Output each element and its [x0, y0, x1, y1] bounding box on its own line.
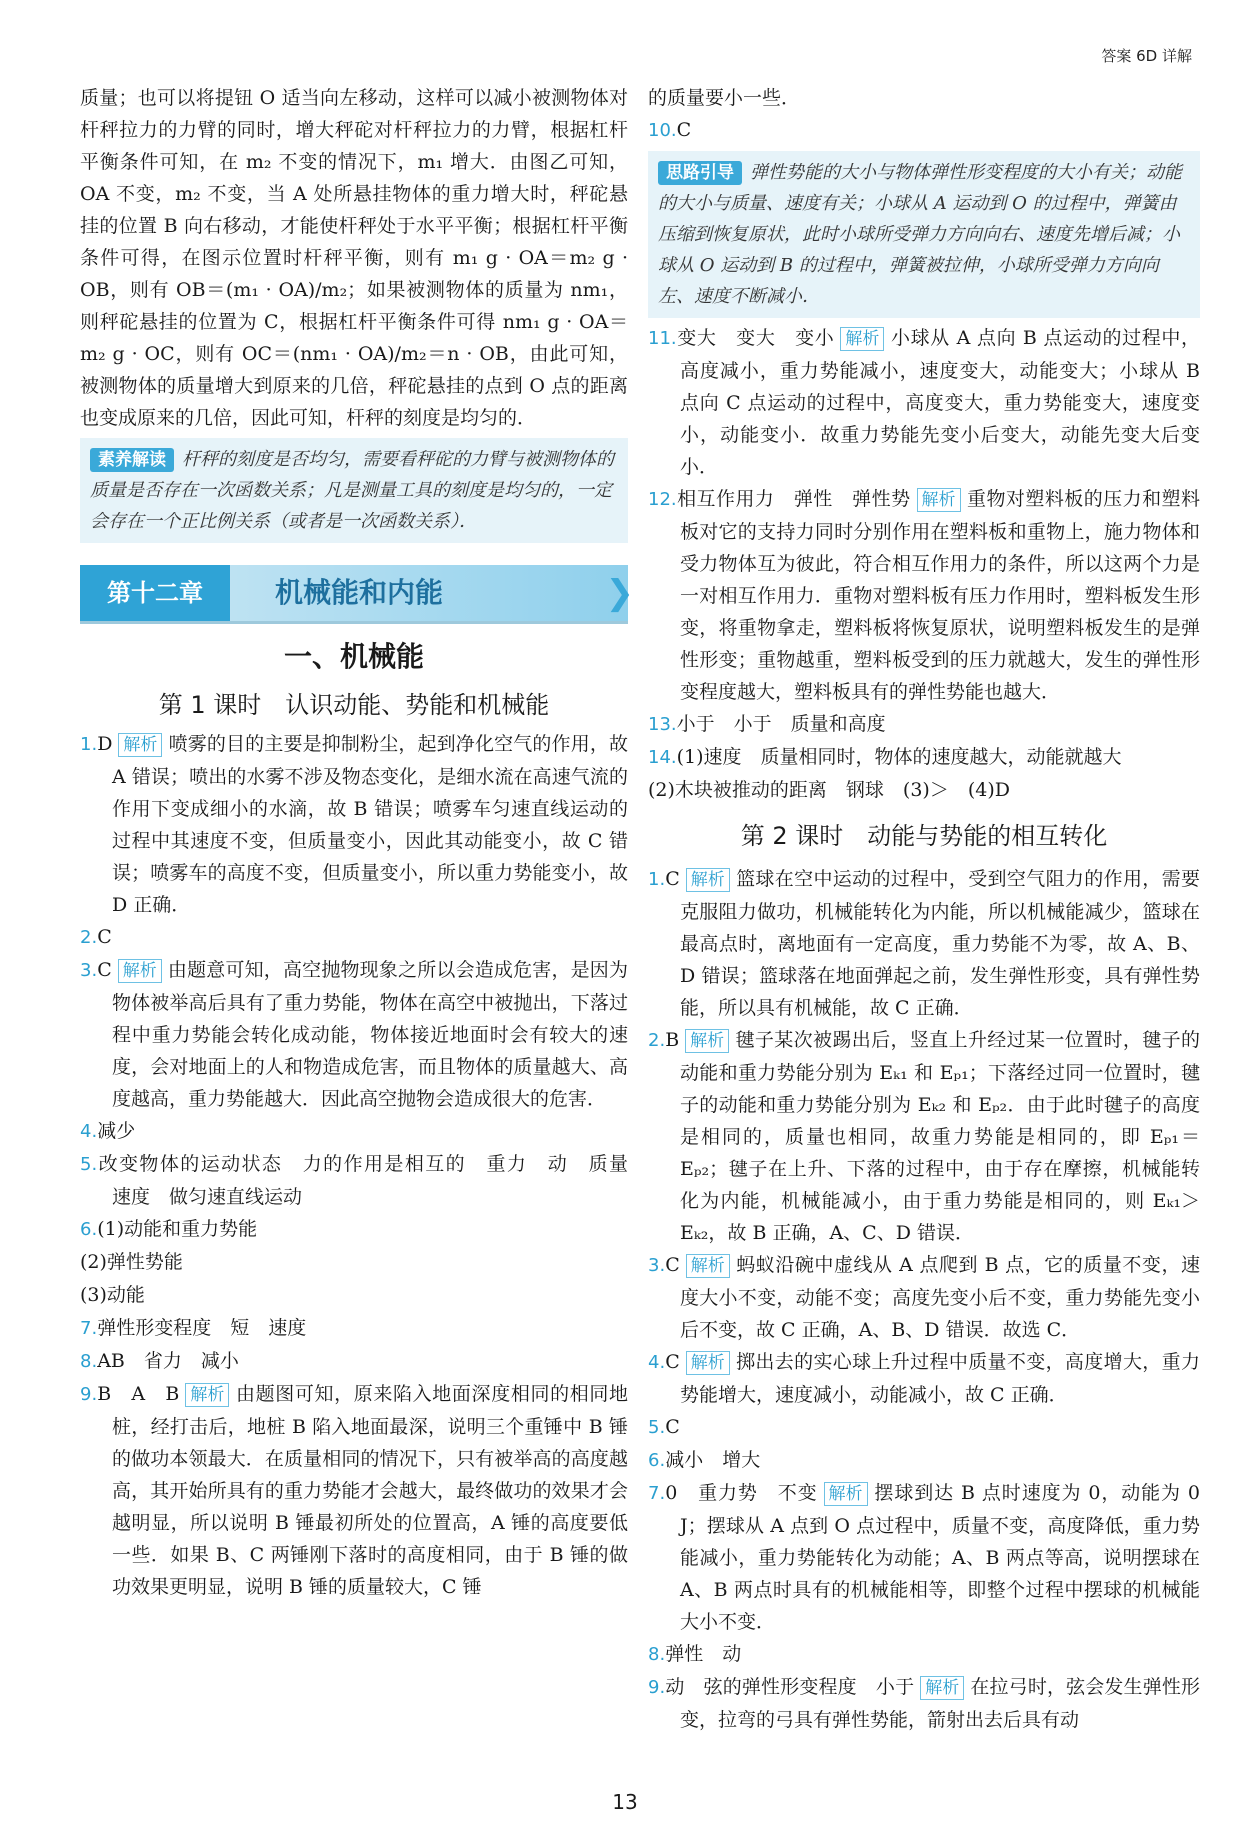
answer-item	[80, 1378, 628, 1603]
answer-item	[80, 921, 628, 954]
answer-item	[80, 1213, 628, 1246]
analysis-tag: 解析	[920, 1676, 964, 1700]
page-number: 13	[612, 1790, 638, 1814]
chapter-banner	[80, 565, 634, 624]
item-explanation: 小球从 A 点向 B 点运动的过程中，高度减小，重力势能减小，速度变大，动能变大；小球从 B 点向 C 点运动的过程中，高度变大，重力势能变大，速度变小，动能变小．故重力势能先变小后变大，动能先变大后变小．	[680, 327, 1200, 478]
item-answer: 动 弦的弹性形变程度 小于	[665, 1676, 915, 1698]
item-answer: (2)木块被推动的距离 钢球 (3)＞ (4)D	[648, 779, 1010, 801]
item-answer: 改变物体的运动状态 力的作用是相互的 重力 动 质量 速度 做匀速直线运动	[97, 1153, 648, 1208]
item-number: 4.	[80, 1121, 98, 1142]
analysis-tag: 解析	[185, 1383, 229, 1407]
item-number: 2.	[648, 1030, 666, 1051]
section-title: 一、机械能	[283, 640, 424, 673]
item-answer: C	[665, 1254, 680, 1276]
analysis-tag: 解析	[118, 959, 162, 983]
item-number: 6.	[80, 1219, 98, 1240]
item-number: 13.	[648, 714, 677, 735]
item-answer: (1)动能和重力势能	[97, 1218, 258, 1240]
hint-box	[648, 151, 1200, 318]
answer-item	[648, 483, 1200, 708]
answer-item	[80, 728, 628, 921]
item-answer: D	[97, 733, 113, 755]
answer-item	[648, 114, 1200, 147]
answer-item	[80, 1148, 648, 1213]
item-answer: 减少	[97, 1120, 136, 1142]
item-number: 3.	[80, 960, 98, 981]
box-text: 杆秤的刻度是否均匀，需要看秤砣的力臂与被测物体的质量是否存在一次函数关系；凡是测量工具的刻度是均匀的，一定会存在一个正比例关系（或者是一次函数关系）．	[90, 449, 614, 532]
item-explanation: 重物对塑料板的压力和塑料板对它的支持力同时分别作用在塑料板和重物上，施力物体和受力物体互为彼此，符合相互作用力的条件，所以这两个力是一对相互作用力．重物对塑料板有压力作用时，塑料板发生形变，将重物拿走，塑料板将恢复原状，说明塑料板发生的是弹性形变；重物越重，塑料板受到的压力就越大，发生的弹性形变程度越大，塑料板具有的弹性势能也越大．	[680, 488, 1200, 703]
item-answer: 弹性形变程度 短 速度	[97, 1317, 307, 1339]
item-number: 6.	[648, 1450, 666, 1471]
item-number: 11.	[648, 328, 677, 349]
item-explanation: 篮球在空中运动的过程中，受到空气阻力的作用，需要克服阻力做功，机械能转化为内能，所以机械能减少，篮球在最高点时，离地面有一定高度，重力势能不为零，故 A、B、D 错误；篮球落在地面弹起之前，发生弹性形变，具有弹性势能，所以具有机械能，故 C 正确．	[680, 868, 1200, 1019]
item-number: 8.	[80, 1351, 98, 1372]
item-number: 14.	[648, 747, 677, 768]
item-number: 5.	[80, 1154, 98, 1175]
answer-item	[648, 774, 1200, 807]
item-answer: (3)动能	[80, 1284, 145, 1306]
literacy-box	[80, 438, 628, 543]
item-answer: C	[676, 119, 692, 141]
box-tag: 素养解读	[90, 448, 174, 472]
item-explanation: 摆球到达 B 点时速度为 0，动能为 0 J；摆球从 A 点到 O 点过程中，质量不变，高度降低，重力势能减小，重力势能转化为动能；A、B 两点等高，说明摆球在 A、B 两点时具有的机械能相等，即整个过程中摆球的机械能大小不变．	[680, 1482, 1200, 1633]
item-number: 7.	[648, 1483, 666, 1504]
chevron-right-icon: ❯	[605, 573, 634, 613]
answer-item	[80, 1279, 628, 1312]
analysis-tag: 解析	[685, 1029, 729, 1053]
analysis-tag: 解析	[686, 1254, 730, 1278]
answer-item	[80, 1115, 628, 1148]
analysis-tag: 解析	[917, 488, 961, 512]
analysis-tag: 解析	[686, 868, 730, 892]
chapter-number: 第十二章	[80, 565, 230, 621]
item-number: 3.	[648, 1255, 666, 1276]
item-answer: 小于 小于 质量和高度	[676, 713, 886, 735]
item-number: 1.	[80, 734, 98, 755]
item-number: 2.	[80, 927, 98, 948]
item-explanation: 毽子某次被踢出后，竖直上升经过某一位置时，毽子的动能和重力势能分别为 Eₖ₁ 和 Eₚ₁；下落经过同一位置时，毽子的动能和重力势能分别为 Eₖ₂ 和 Eₚ₂．由于此时毽子的高度是相同的，质量也相同，故重力势能是相同的，即 Eₚ₁＝Eₚ₂；毽子在上升、下落的过程中，由于存在摩擦，机械能转化为内能，机械能减小，由于重力势能是相同的，则 Eₖ₁＞Eₖ₂，故 B 正确，A、C、D 错误．	[680, 1029, 1200, 1244]
analysis-tag: 解析	[118, 733, 162, 757]
paragraph: 的质量要小一些．	[648, 87, 801, 109]
paragraph: 质量；也可以将提钮 O 适当向左移动，这样可以减小被测物体对杆秤拉力的力臂的同时，增大秤砣对杆秤拉力的力臂，根据杠杆平衡条件可知，在 m₂ 不变的情况下，m₁ 增大．由图乙可知，OA 不变，m₂ 不变，当 A 处所悬挂物体的重力增大时，秤砣悬挂的位置 B 向右移动，才能使杆秤处于水平平衡；根据杠杆平衡条件可得，在图示位置时杆秤平衡，则有 m₁ g · OA＝m₂ g · OB，则有 OB＝(m₁ · OA)/m₂；如果被测物体的质量为 nm₁，则秤砣悬挂的位置为 C，根据杠杆平衡条件可得 nm₁ g · OA＝m₂ g · OC，则有 OC＝(nm₁ · OA)/m₂＝n · OB，由此可知，被测物体的质量增大到原来的几倍，秤砣悬挂的点到 O 点的距离也变成原来的几倍，因此可知，杆秤的刻度是均匀的．	[80, 87, 628, 429]
item-answer: C	[665, 868, 680, 890]
item-explanation: 掷出去的实心球上升过程中质量不变，高度增大，重力势能增大，速度减小，动能减小，故 C 正确．	[680, 1351, 1200, 1406]
answer-item	[648, 741, 1200, 774]
answer-item	[648, 1671, 1200, 1736]
item-answer: B A B	[97, 1383, 180, 1405]
answer-item	[648, 1249, 1200, 1346]
answer-item	[648, 1444, 1200, 1477]
chapter-title: 机械能和内能	[275, 576, 444, 609]
answer-item	[80, 1312, 628, 1345]
right-column	[648, 82, 1200, 1736]
item-answer: C	[97, 959, 112, 981]
item-explanation: 在拉弓时，弦会发生弹性形变，拉弯的弓具有弹性势能，箭射出去后具有动	[680, 1676, 1200, 1731]
answer-item	[80, 954, 628, 1115]
item-answer: (2)弹性势能	[80, 1251, 183, 1273]
item-answer: 0 重力势 不变	[665, 1482, 818, 1504]
answer-item	[80, 1246, 628, 1279]
item-explanation: 由题图可知，原来陷入地面深度相同的相同地桩，经打击后，地桩 B 陷入地面最深，说明三个重锤中 B 锤的做功本领最大．在质量相同的情况下，只有被举高的高度越高，其开始所具有的重力势能才会越大，最终做功的效果才会越明显，所以说明 B 锤最初所处的位置高，A 锤的高度要低一些．如果 B、C 两锤刚下落时的高度相同，由于 B 锤的做功效果更明显，说明 B 锤的质量较大，C 锤	[112, 1383, 628, 1598]
answer-list	[648, 322, 1200, 807]
item-answer: B	[665, 1029, 680, 1051]
answer-item	[648, 1024, 1200, 1249]
item-number: 4.	[648, 1352, 666, 1373]
answer-item	[648, 1346, 1200, 1411]
item-number: 10.	[648, 120, 677, 141]
lesson-title: 第 2 课时 动能与势能的相互转化	[740, 822, 1108, 850]
item-explanation: 喷雾的目的主要是抑制粉尘，起到净化空气的作用，故 A 错误；喷出的水雾不涉及物态变化，是细水流在高速气流的作用下变成细小的水滴，故 B 错误；喷雾车匀速直线运动的过程中其速度不变，但质量变小，因此其动能变小，故 C 错误；喷雾车的高度不变，但质量变小，所以重力势能变小，故 D 正确．	[112, 733, 628, 916]
box-text: 弹性势能的大小与物体弹性形变程度的大小有关；动能的大小与质量、速度有关；小球从 A 运动到 O 的过程中，弹簧由压缩到恢复原状，此时小球所受弹力方向向右、速度先增后减；小球从 O 运动到 B 的过程中，弹簧被拉伸，小球所受弹力方向向左、速度不断减小．	[658, 162, 1182, 307]
answer-list	[648, 114, 1200, 147]
item-number: 9.	[648, 1677, 666, 1698]
item-number: 5.	[648, 1417, 666, 1438]
box-tag: 思路引导	[658, 161, 742, 185]
answer-list	[80, 728, 648, 1603]
answer-item	[80, 1345, 628, 1378]
analysis-tag: 解析	[824, 1482, 868, 1506]
item-answer: 弹性 动	[665, 1643, 742, 1665]
answer-list	[648, 863, 1200, 1736]
analysis-tag: 解析	[686, 1351, 730, 1375]
item-explanation: 蚂蚁沿碗中虚线从 A 点爬到 B 点，它的质量不变，速度大小不变，动能不变；高度先变小后不变，重力势能先变小后不变，故 C 正确，A、B、D 错误．故选 C．	[680, 1254, 1200, 1341]
item-answer: (1)速度 质量相同时，物体的速度越大，动能就越大	[676, 746, 1122, 768]
answer-item	[648, 1411, 1200, 1444]
page-header: 答案 6D 详解	[1101, 47, 1192, 65]
analysis-tag: 解析	[840, 327, 884, 351]
item-answer: 减小 增大	[665, 1449, 761, 1471]
item-number: 9.	[80, 1384, 98, 1405]
item-answer: 相互作用力 弹性 弹性势	[676, 488, 911, 510]
item-answer: C	[665, 1416, 680, 1438]
answer-item	[648, 322, 1200, 483]
left-column	[80, 82, 648, 1603]
answer-item	[648, 1477, 1200, 1638]
item-number: 12.	[648, 489, 677, 510]
item-answer: AB 省力 减小	[97, 1350, 239, 1372]
answer-item	[648, 863, 1200, 1024]
item-number: 8.	[648, 1644, 666, 1665]
item-number: 7.	[80, 1318, 98, 1339]
item-answer: 变大 变大 变小	[676, 327, 835, 349]
item-number: 1.	[648, 869, 666, 890]
item-answer: C	[665, 1351, 680, 1373]
item-answer: C	[97, 926, 112, 948]
answer-item	[648, 1638, 1200, 1671]
item-explanation: 由题意可知，高空抛物现象之所以会造成危害，是因为物体被举高后具有了重力势能，物体在高空中被抛出，下落过程中重力势能会转化成动能，物体接近地面时会有较大的速度，会对地面上的人和物造成危害，而且物体的质量越大、高度越高，重力势能越大．因此高空抛物会造成很大的危害．	[112, 959, 628, 1110]
lesson-title: 第 1 课时 认识动能、势能和机械能	[158, 691, 550, 719]
answer-item	[648, 708, 1200, 741]
